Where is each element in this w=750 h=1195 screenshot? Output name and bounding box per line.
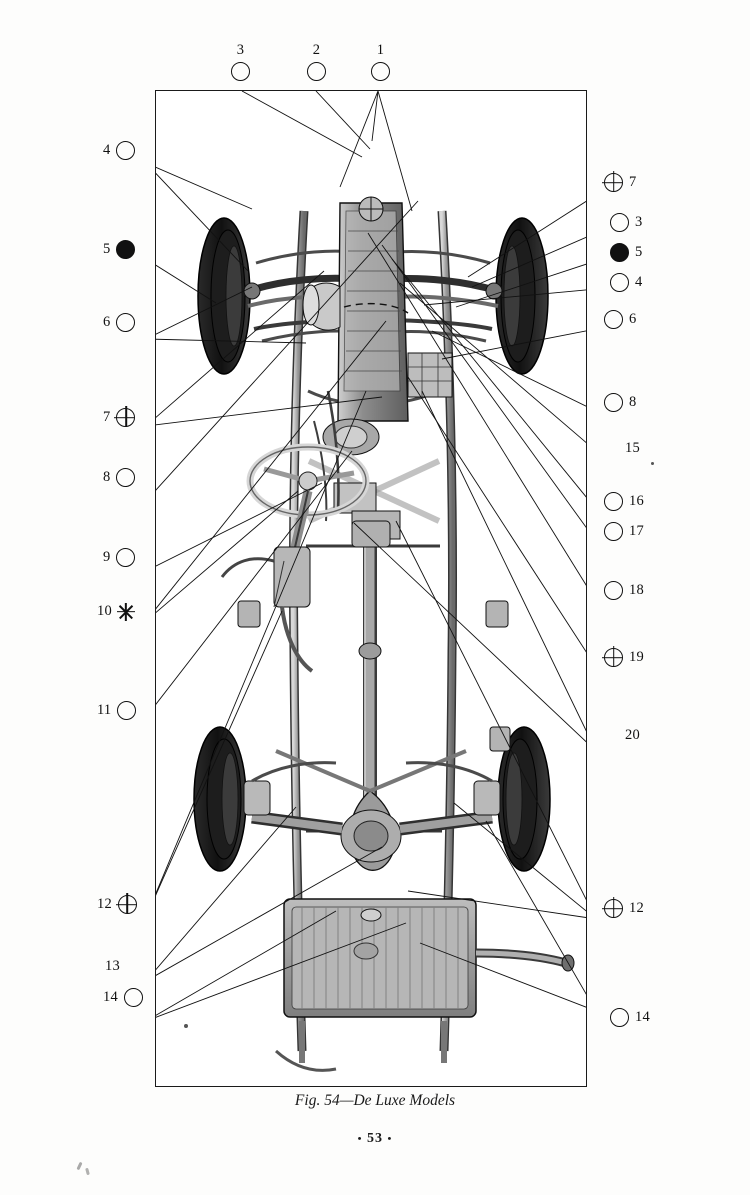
circle-symbol-icon — [610, 273, 629, 292]
callout-right-6 — [604, 310, 636, 329]
callout-right-4 — [610, 273, 642, 292]
callout-number: 5 — [635, 244, 643, 260]
crossed-circle-symbol-icon — [118, 895, 137, 914]
callout-number: 20 — [625, 727, 640, 743]
callout-number: 12 — [629, 900, 644, 916]
folio-number: 53 — [367, 1131, 383, 1146]
circle-symbol-icon — [307, 62, 326, 81]
paper-speck — [184, 1024, 188, 1028]
circle-symbol-icon — [604, 310, 623, 329]
chassis-illustration — [156, 91, 586, 1086]
circle-symbol-icon — [610, 1008, 629, 1027]
filled-circle-symbol-icon — [116, 240, 135, 259]
callout-top-3 — [231, 42, 250, 81]
circle-symbol-icon — [116, 141, 135, 160]
paper-speck — [76, 1162, 82, 1171]
callout-number: 13 — [105, 958, 120, 974]
circle-symbol-icon — [604, 522, 623, 541]
callout-left-5 — [103, 240, 135, 259]
callout-number: 7 — [629, 174, 637, 190]
callout-number: 4 — [635, 274, 643, 290]
asterisk-symbol-icon — [118, 603, 135, 620]
callout-left-8 — [103, 468, 135, 487]
callout-number: 12 — [97, 896, 112, 912]
callout-number: 15 — [625, 440, 640, 456]
figure-frame — [155, 90, 587, 1087]
callout-number: 1 — [376, 42, 385, 58]
folio-dot-right: • — [387, 1132, 393, 1145]
callout-number: 10 — [97, 603, 112, 619]
callout-right-8 — [604, 393, 636, 412]
crossed-circle-symbol-icon — [116, 408, 135, 427]
circle-symbol-icon — [116, 313, 135, 332]
callout-right-18 — [604, 581, 644, 600]
callout-number: 16 — [629, 493, 644, 509]
callout-number: 19 — [629, 649, 644, 665]
callout-number: 14 — [635, 1009, 650, 1025]
callout-number: 4 — [103, 142, 111, 158]
callout-left-7 — [103, 408, 135, 427]
folio-dot-left: • — [357, 1132, 363, 1145]
callout-right-19 — [604, 648, 644, 667]
callout-right-7 — [604, 173, 636, 192]
callout-number: 17 — [629, 523, 644, 539]
circle-symbol-icon — [116, 468, 135, 487]
circle-symbol-icon — [124, 988, 143, 1007]
circle-symbol-icon — [117, 701, 136, 720]
callout-left-9 — [103, 548, 135, 567]
callout-right-17 — [604, 522, 644, 541]
circle-symbol-icon — [610, 213, 629, 232]
callout-left-14 — [103, 988, 143, 1007]
callout-number: 9 — [103, 549, 111, 565]
callout-number: 2 — [312, 42, 321, 58]
callout-number: 5 — [103, 241, 111, 257]
paper-speck — [651, 462, 654, 465]
paper-speck — [85, 1168, 90, 1176]
callout-left-13 — [105, 958, 120, 975]
callout-left-4 — [103, 141, 135, 160]
callout-number: 14 — [103, 989, 118, 1005]
callout-number: 6 — [629, 311, 637, 327]
callout-right-3 — [610, 213, 642, 232]
circle-symbol-icon — [604, 393, 623, 412]
circle-symbol-icon — [116, 548, 135, 567]
callout-right-14 — [610, 1008, 650, 1027]
circle-symbol-icon — [231, 62, 250, 81]
callout-number: 8 — [629, 394, 637, 410]
callout-right-15 — [625, 440, 640, 457]
callout-left-10 — [97, 603, 135, 620]
callout-number: 3 — [635, 214, 643, 230]
callout-left-11 — [97, 701, 136, 720]
filled-circle-symbol-icon — [610, 243, 629, 262]
callout-number: 7 — [103, 409, 111, 425]
circle-symbol-icon — [604, 581, 623, 600]
circle-symbol-icon — [371, 62, 390, 81]
callout-right-12 — [604, 899, 644, 918]
callout-top-2 — [307, 42, 326, 81]
figure-caption: Fig. 54—De Luxe Models — [294, 1092, 456, 1109]
page-number — [0, 1131, 750, 1147]
circle-symbol-icon — [604, 492, 623, 511]
callout-number: 11 — [97, 702, 112, 718]
callout-number: 8 — [103, 469, 111, 485]
callout-number: 18 — [629, 582, 644, 598]
callout-number: 6 — [103, 314, 111, 330]
callout-top-1 — [371, 42, 390, 81]
callout-right-16 — [604, 492, 644, 511]
callout-left-6 — [103, 313, 135, 332]
crossed-circle-symbol-icon — [604, 648, 623, 667]
crossed-circle-symbol-icon — [604, 899, 623, 918]
callout-right-20 — [625, 727, 640, 744]
callout-number: 3 — [236, 42, 245, 58]
callout-left-12 — [97, 895, 137, 914]
crossed-circle-symbol-icon — [604, 173, 623, 192]
callout-right-5 — [610, 243, 642, 262]
